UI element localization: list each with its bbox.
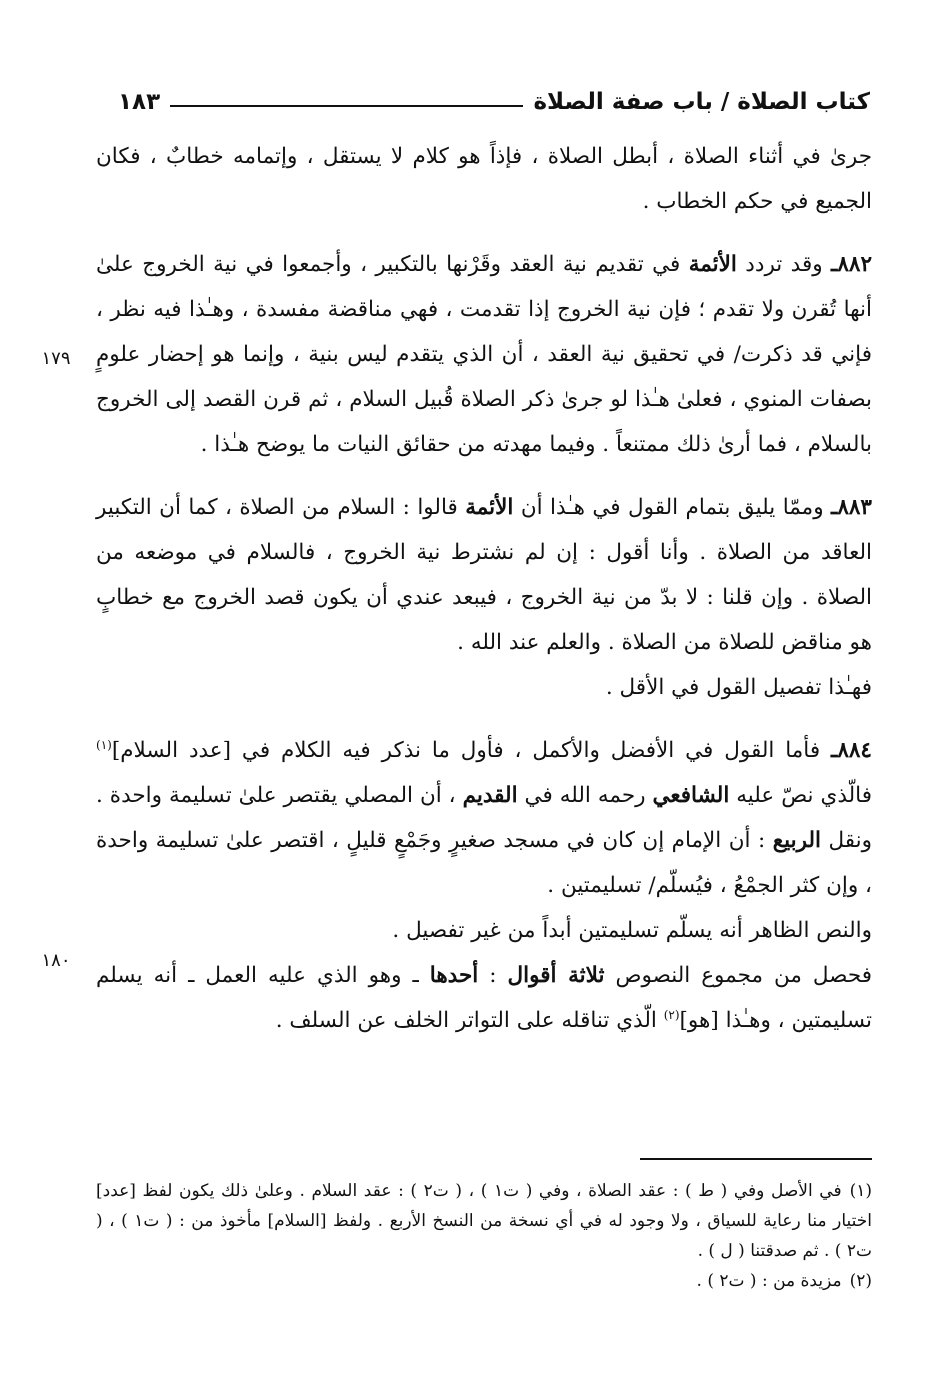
paragraph-number: ٨٨٣ـ (831, 495, 872, 520)
keyword: الأئمة (465, 495, 514, 520)
paragraph-882 (96, 242, 872, 467)
footnote-ref: (١) (96, 737, 112, 752)
margin-folio-number: ١٨٠ (41, 950, 71, 971)
footnote-text: مزيدة من : ( ت٢ ) . (696, 1271, 842, 1291)
paragraph-text: ـ وهو الذي عليه العمل ـ أنه يسلم تسليمتين ، وهـٰذا [هو] (96, 963, 872, 1033)
paragraph-number: ٨٨٢ـ (831, 252, 873, 277)
page-number: ١٨٣ (118, 89, 161, 115)
paragraph-continuation: جرىٰ في أثناء الصلاة ، أبطل الصلاة ، فإذاً هو كلام لا يستقل ، وإتمامه خطابٌ ، فكان الجميع في حكم الخطاب . (96, 144, 872, 214)
footnote (96, 1266, 872, 1296)
footnote-text: في الأصل وفي ( ط ) : عقد الصلاة ، وفي ( ت١ ) ، ( ت٢ ) : عقد السلام . وعلىٰ ذلك يكون لفظ [عدد] اختيار منا رعاية للسياق ، ولا وجود له في أي نسخة من النسخ الأربع . ولفظ [السلام] مأخوذ من : ( ت١ ) ، ( ت٢ ) . ثم صدقتنا ( ل ) . (96, 1181, 872, 1261)
footnote-ref: (٢) (663, 1007, 680, 1022)
footnote-number: (١) (849, 1181, 872, 1201)
paragraph-result (96, 953, 872, 1043)
paragraph-text: رحمه الله في (517, 783, 653, 808)
paragraph-text: وقد تردد (736, 252, 823, 277)
paragraph-nass: والنص الظاهر أنه يسلّم تسليمتين أبداً من غير تفصيل . (392, 918, 872, 943)
margin-folio-number: ١٧٩ (41, 348, 71, 369)
footnote-rule (640, 1158, 872, 1160)
main-text (96, 134, 872, 1043)
paragraph-text: في تقديم نية العقد وقَرْنها بالتكبير ، وأجمعوا في نية الخروج علىٰ أنها تُقرن ولا تقدم ؛ فإن نية الخروج إذا تقدمت ، فهي مناقضة مفسدة ، وهـٰذا فيه نظر ، فإني قد ذكرت/ في تحقيق نية العقد ، أن الذي يتقدم ليس بنية ، وإنما هو إحضار علومٍ بصفات المنوي ، فعلىٰ هـٰذا لو جرىٰ ذكر الصلاة قُبيل السلام ، ثم قرن القصد إلى الخروج بالسلام ، فما أرىٰ ذلك ممتنعاً . وفيما مهدته من حقائق النيات ما يوضح هـٰذا . (96, 252, 872, 457)
paragraph-summary: فهـٰذا تفصيل القول في الأقل . (605, 675, 872, 700)
keyword: الأئمة (688, 252, 737, 277)
paragraph-number: ٨٨٤ـ (831, 738, 872, 763)
footnote (96, 1176, 872, 1266)
paragraph-883 (96, 485, 872, 665)
keyword: أحدها (429, 963, 479, 988)
paragraph-text: : (478, 963, 508, 988)
keyword: ثلاثة أقوال (507, 963, 605, 988)
paragraph-text: قالوا : السلام من الصلاة ، كما أن التكبير العاقد من الصلاة . وأنا أقول : إن لم نشترط نية الخروج ، فالسلام في موضعه من الصلاة . وإن قلنا : لا بدّ من نية الخروج ، فيبعد عندي أن يكون قصد الخروج مع خطابٍ هو مناقض للصلاة من الصلاة . والعلم عند الله . (96, 495, 872, 655)
footnote-number: (٢) (849, 1271, 872, 1291)
keyword: الربيع (772, 828, 821, 853)
paragraph-text: : أن الإمام إن كان في مسجد صغيرٍ وجَمْعٍ قليلٍ ، اقتصر علىٰ تسليمة واحدة ، وإن كثر الجمْعُ ، فيُسلّم/ تسليمتين . (96, 828, 872, 898)
keyword: الشافعي (652, 783, 730, 808)
paragraph-text: فالّذي نصّ عليه (729, 783, 872, 808)
paragraph-text: ، أن المصلي يقتصر علىٰ تسليمة واحدة . ونقل (96, 783, 872, 853)
header-rule (170, 105, 523, 107)
paragraph-884 (96, 728, 872, 908)
running-header (118, 82, 870, 122)
footnotes (96, 1176, 872, 1296)
keyword: القديم (462, 783, 518, 808)
paragraph-text: فأما القول في الأفضل والأكمل ، فأول ما نذكر فيه الكلام في [عدد السلام] (111, 738, 821, 763)
chapter-title: كتاب الصلاة / باب صفة الصلاة (533, 89, 870, 115)
paragraph-text: فحصل من مجموع النصوص (604, 963, 872, 988)
paragraph-text: الّذي تناقله على التواتر الخلف عن السلف . (275, 1008, 664, 1033)
paragraph-text: وممّا يليق بتمام القول في هـٰذا أن (513, 495, 824, 520)
